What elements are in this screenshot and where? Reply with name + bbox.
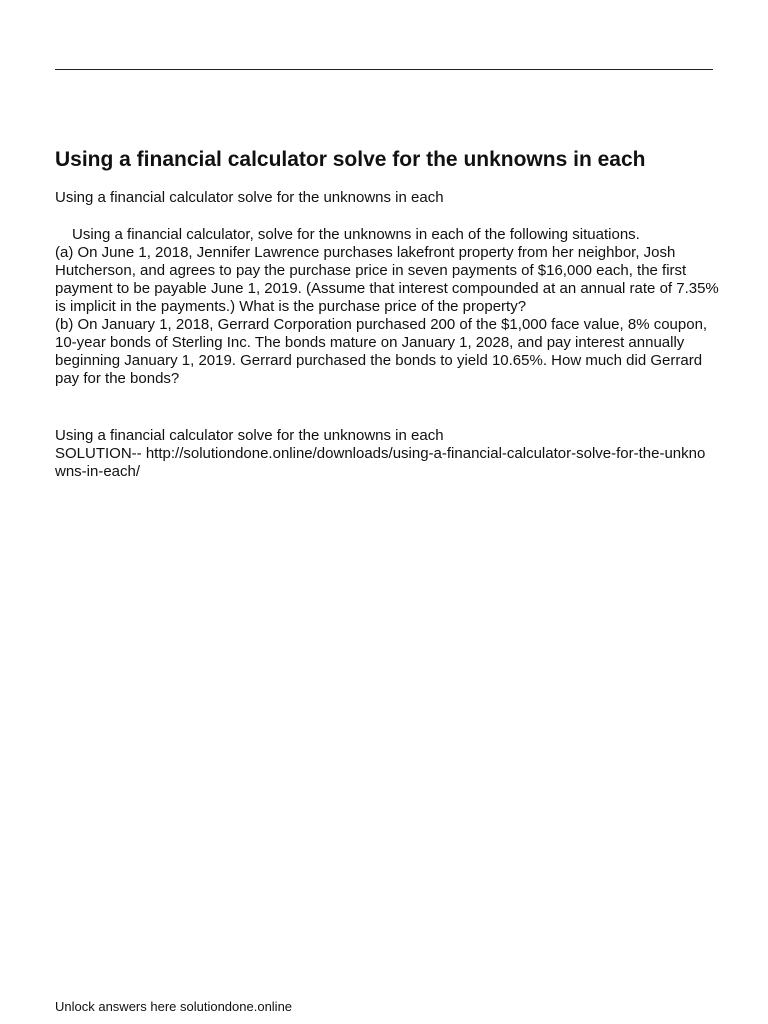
solution-heading: Using a financial calculator solve for the unknowns in each [55, 427, 444, 444]
page-title: Using a financial calculator solve for the unknowns in each [55, 148, 646, 171]
header-rule [55, 69, 713, 70]
question-intro: Using a financial calculator, solve for the unknowns in each of the following situations. [72, 226, 640, 243]
question-part-a: (a) On June 1, 2018, Jennifer Lawrence purchases lakefront property from her neighbor, Josh Hutcherson, and agrees to pay the purchase price in seven payments of $16,000 each, the first payment to be payable June 1, 2019. (Assume that interest compounded at an annual rate of 7.35% is implicit in the payments.) What is the purchase price of the property? [55, 244, 719, 315]
question-body [55, 226, 725, 388]
solution-section [55, 427, 715, 481]
question-part-b: (b) On January 1, 2018, Gerrard Corporation purchased 200 of the $1,000 face value, 8% coupon, 10-year bonds of Sterling Inc. The bonds mature on January 1, 2028, and pay interest annually beginning January 1, 2019. Gerrard purchased the bonds to yield 10.65%. How much did Gerrard pay for the bonds? [55, 316, 708, 387]
solution-line [55, 445, 715, 481]
page-subtitle: Using a financial calculator solve for the unknowns in each [55, 189, 444, 206]
footer-text: Unlock answers here solutiondone.online [55, 999, 293, 1014]
solution-link[interactable]: http://solutiondone.online/downloads/using-a-financial-calculator-solve-for-the-unknowns-in-each/ [55, 445, 706, 480]
solution-label: SOLUTION-- [55, 445, 146, 462]
